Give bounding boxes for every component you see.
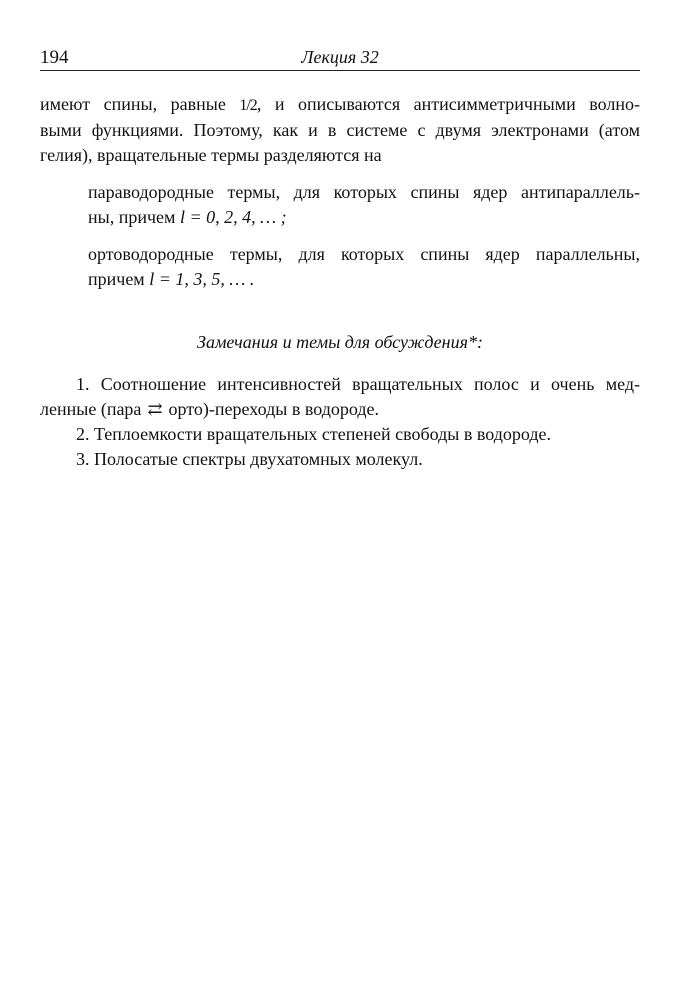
list-item [40,372,640,422]
text-fragment: орто)-переходы в водороде. [168,399,379,419]
list-item [40,422,640,447]
text-line [40,397,640,422]
text-fragment: ленные (пара [40,399,142,419]
page-number: 194 [40,47,69,68]
text-fragment: имеют спины, равные [40,94,240,114]
exchange-arrows-icon: ⇄ [147,399,163,419]
math-expression: l = 1, 3, 5, … . [149,269,255,289]
section-title: Замечания и темы для обсуждения*: [197,332,483,352]
text-line: выми функциями. Поэтому, как и в системе с двумя электронами (атом [40,120,640,140]
text-line: ортоводородные термы, для которых спины ядер параллельны, [88,244,640,264]
text-fragment: , и описываются антисимметричными волно- [256,94,640,114]
math-expression: l = 0, 2, 4, … ; [179,207,287,227]
text-line: 2. Теплоемкости вращательных степеней свободы в водороде. [76,424,552,444]
para-terms-paragraph [88,180,640,230]
intro-paragraph [40,92,640,168]
text-line: 3. Полосатые спектры двухатомных молекул. [76,449,423,469]
running-head: Лекция 32 [301,47,379,67]
list-item [40,447,640,472]
text-line [88,267,640,292]
text-line [88,205,640,230]
remarks-list [40,372,640,472]
page [40,0,640,1000]
page-header [40,44,640,71]
text-line: 1. Соотношение интенсивностей вращательных полос и очень мед- [76,374,640,394]
fraction-one-half: 1/2 [239,97,257,114]
text-line: гелия), вращательные термы разделяются на [40,145,382,165]
ortho-terms-paragraph [88,242,640,292]
text-line: параводородные термы, для которых спины ядер антипараллель- [88,182,640,202]
body-text [40,92,640,472]
text-fragment: причем [88,269,150,289]
text-fragment: ны, причем [88,207,180,227]
text-line [40,92,640,118]
